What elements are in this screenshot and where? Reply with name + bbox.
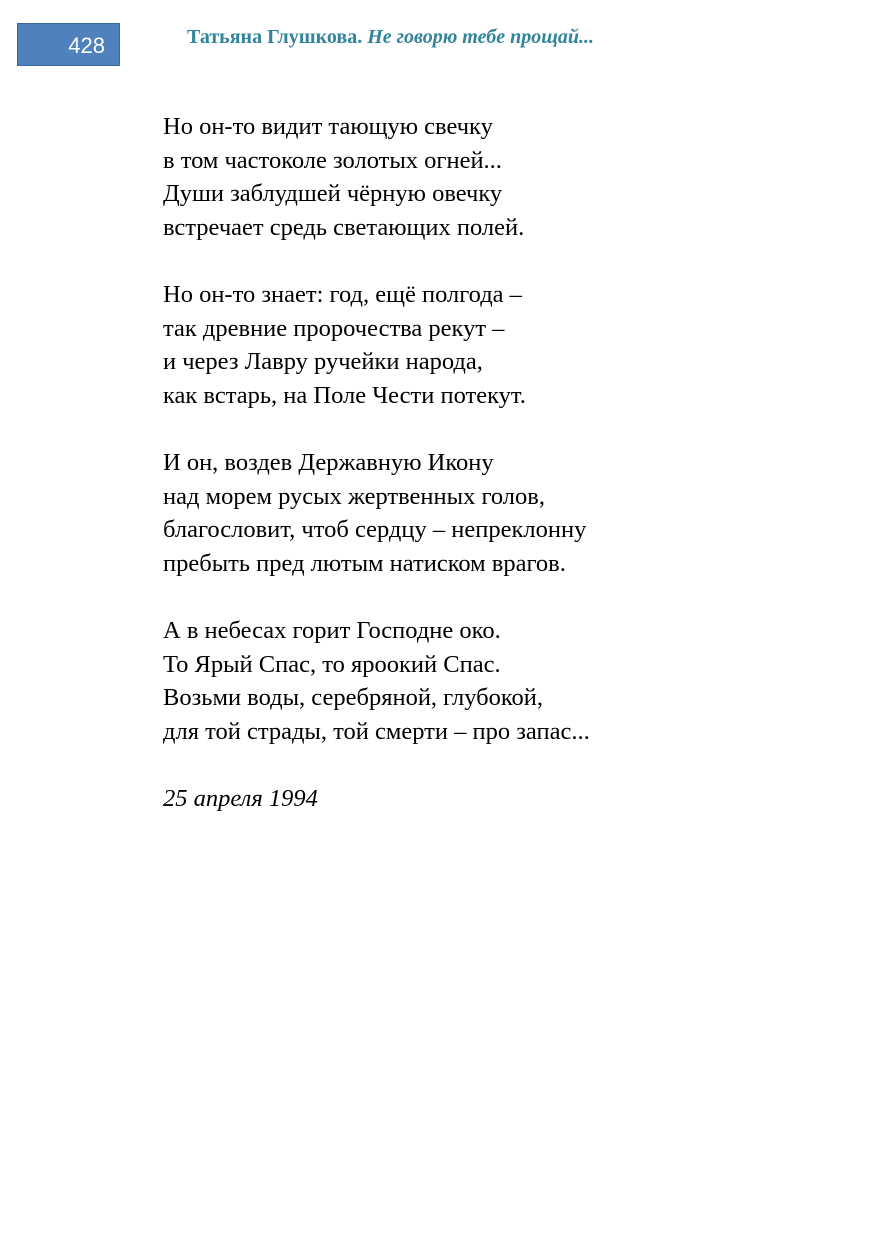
stanza-4 — [163, 614, 843, 748]
poem-line: и через Лавру ручейки народа, — [163, 348, 483, 375]
poem-line: так древние пророчества рекут – — [163, 314, 505, 342]
header-book-title: Не говорю тебе прощай... — [367, 26, 594, 48]
poem-line: И он, воздев Державную Икону — [163, 449, 494, 476]
poem-line: как встарь, на Поле Чести потекут. — [163, 381, 526, 409]
poem-line: Возьми воды, серебряной, глубокой, — [163, 684, 544, 711]
poem-line: для той страды, той смерти – про запас... — [163, 717, 590, 745]
poem-line: в том частоколе золотых огней... — [163, 146, 502, 174]
stanza-3 — [163, 446, 843, 580]
poem-line: благословит, чтоб сердцу – непреклонну — [163, 516, 587, 543]
poem-line: встречает средь светающих полей. — [163, 213, 525, 241]
running-header — [187, 26, 594, 49]
poem-line: А в небесах горит Господне око. — [163, 617, 501, 644]
poem-line: То Ярый Спас, то яроокий Спас. — [163, 650, 501, 678]
poem-line: Но он-то видит тающую свечку — [163, 113, 493, 140]
poem-line: Души заблудшей чёрную овечку — [163, 180, 503, 207]
poem-line: над морем русых жертвенных голов, — [163, 482, 545, 510]
stanza-1 — [163, 110, 843, 244]
poem-date: 25 апреля 1994 — [163, 785, 318, 812]
poem-body — [163, 110, 843, 816]
page-number-badge — [17, 23, 120, 66]
stanza-2 — [163, 278, 843, 412]
poem-line: пребыть пред лютым натиском врагов. — [163, 549, 566, 577]
page-number: 428 — [68, 33, 105, 58]
header-author: Татьяна Глушкова. — [187, 26, 363, 48]
poem-line: Но он-то знает: год, ещё полгода – — [163, 281, 522, 308]
